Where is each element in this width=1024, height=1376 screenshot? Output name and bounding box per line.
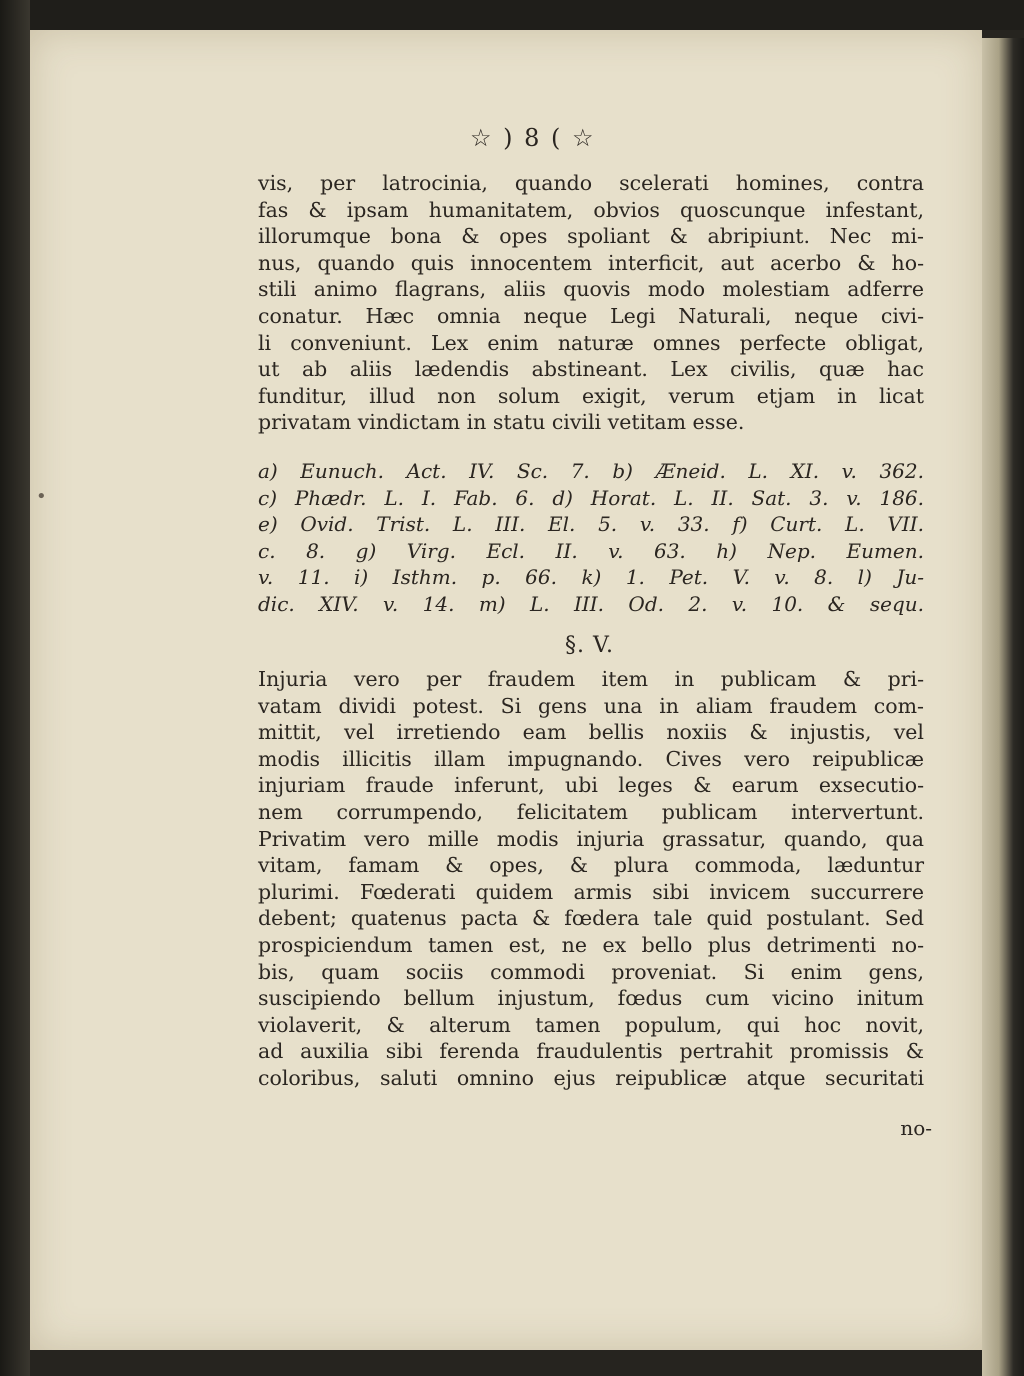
footnote-line: c) Phædr. L. I. Fab. 6. d) Horat. L. II. Sat. 3. v. 186.: [258, 485, 924, 510]
text-line: ad auxilia sibi ferenda fraudulentis pertrahit promissis &: [258, 1039, 924, 1064]
text-line: plurimi. Fœderati quidem armis sibi invicem succurrere: [258, 879, 924, 904]
text-line: modis illicitis illam impugnando. Cives vero reipublicæ: [258, 746, 924, 771]
footnote-line: a) Eunuch. Act. IV. Sc. 7. b) Æneid. L. XI. v. 362.: [258, 459, 924, 483]
text-line: Privatim vero mille modis injuria grassatur, quando, qua: [258, 826, 924, 851]
text-line: privatam vindictam in statu civili vetitam esse.: [258, 410, 745, 435]
text-line: bis, quam sociis commodi proveniat. Si enim gens,: [258, 959, 924, 984]
text-line: mittit, vel irretiendo eam bellis noxiis & injustis, vel: [258, 720, 924, 745]
text-line: fas & ipsam humanitatem, obvios quoscunque infestant,: [258, 197, 924, 222]
footnote-line: v. 11. i) Isthm. p. 66. k) 1. Pet. V. v. 8. l) Ju-: [258, 565, 924, 590]
text-line: ut ab aliis lædendis abstineant. Lex civilis, quæ hac: [258, 357, 924, 382]
text-line: conatur. Hæc omnia neque Legi Naturali, neque civi-: [258, 304, 924, 328]
page-header: ☆ ) 8 ( ☆: [470, 124, 596, 152]
text-line: nus, quando quis innocentem interficit, aut acerbo & ho-: [258, 250, 924, 275]
text-line: vatam dividi potest. Si gens una in aliam fraudem com-: [258, 693, 924, 718]
catchword: no-: [900, 1116, 932, 1140]
footnote-line: e) Ovid. Trist. L. III. El. 5. v. 33. f) Curt. L. VII.: [258, 512, 924, 537]
text-line: coloribus, saluti omnino ejus reipublicæ atque securitati: [258, 1066, 924, 1090]
text-line: injuriam fraude inferunt, ubi leges & earum exsecutio-: [258, 773, 924, 798]
text-line: suscipiendo bellum injustum, fœdus cum vicino initum: [258, 986, 924, 1011]
text-line: illorumque bona & opes spoliant & abripiunt. Nec mi-: [258, 224, 924, 249]
footnote-line: c. 8. g) Virg. Ecl. II. v. 63. h) Nep. Eumen.: [258, 538, 924, 563]
text-line: funditur, illud non solum exigit, verum etjam in licat: [258, 383, 924, 408]
page-edge: [982, 38, 1024, 1376]
text-line: prospiciendum tamen est, ne ex bello plus detrimenti no-: [258, 933, 924, 957]
text-line: violaverit, & alterum tamen populum, qui hoc novit,: [258, 1012, 924, 1037]
scan-top-border: [0, 0, 1024, 30]
text-line: vis, per latrocinia, quando scelerati homines, contra: [258, 171, 924, 195]
footnote-line: dic. XIV. v. 14. m) L. III. Od. 2. v. 10. & sequ.: [258, 592, 924, 616]
text-line: Injuria vero per fraudem item in publicam & pri-: [258, 667, 924, 691]
book-spine-shadow: [0, 0, 30, 1376]
text-line: stili animo flagrans, aliis quovis modo molestiam adferre: [258, 277, 924, 302]
margin-mark: •: [36, 486, 47, 507]
text-line: debent; quatenus pacta & fœdera tale quid postulant. Sed: [258, 906, 924, 931]
text-line: li conveniunt. Lex enim naturæ omnes perfecte obligat,: [258, 330, 924, 355]
text-line: vitam, famam & opes, & plura commoda, læduntur: [258, 853, 924, 878]
section-heading: §. V.: [565, 633, 615, 658]
text-line: nem corrumpendo, felicitatem publicam intervertunt.: [258, 800, 924, 824]
